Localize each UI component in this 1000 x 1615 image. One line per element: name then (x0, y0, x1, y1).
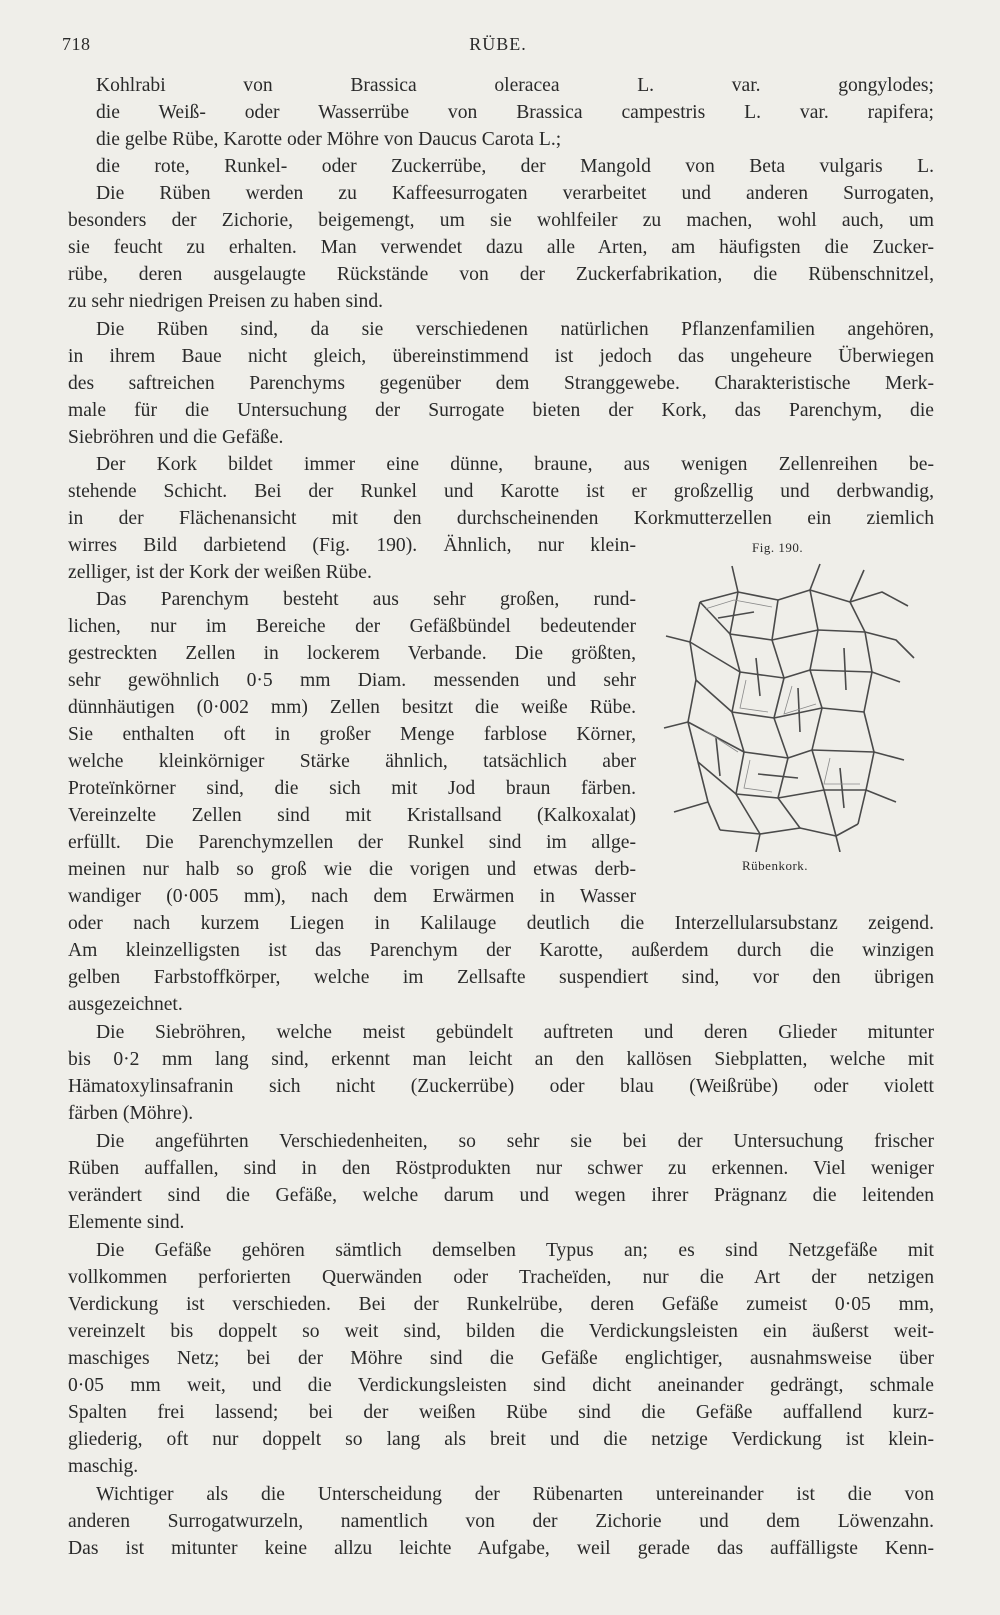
text-line: in der Flächenansicht mit den durchscheinenden Korkmutterzellen ein ziemlich (68, 508, 934, 529)
text-line: maschiges Netz; bei der Möhre sind die Gefäße englichtiger, ausnahmsweise über (68, 1348, 934, 1369)
text-line: vollkommen perforierten Querwänden oder Tracheïden, nur die Art der netzigen (68, 1267, 934, 1288)
text-line: Spalten frei lassend; bei der weißen Rübe sind die Gefäße auffallend kurz- (68, 1402, 934, 1423)
text-line: ausgezeichnet. (68, 994, 183, 1015)
text-line: besonders der Zichorie, beigemengt, um sie wohlfeiler zu machen, wohl auch, um (68, 210, 934, 231)
text-line: gestreckten Zellen in lockerem Verbande. Die größten, (68, 643, 636, 664)
text-line: Hämatoxylinsafranin sich nicht (Zuckerrübe) oder blau (Weißrübe) oder violett (68, 1076, 934, 1097)
text-line: Rüben auffallen, sind in den Röstprodukten nur schwer zu erkennen. Viel weniger (68, 1158, 934, 1179)
text-line: Der Kork bildet immer eine dünne, braune, aus wenigen Zellenreihen be- (96, 454, 934, 475)
text-line: sie feucht zu erhalten. Man verwendet dazu alle Arten, am häufigsten die Zucker- (68, 237, 934, 258)
text-line: wirres Bild darbietend (Fig. 190). Ähnlich, nur klein- (68, 535, 636, 556)
text-line: Die Rüben sind, da sie verschiedenen natürlichen Pflanzenfamilien angehören, (96, 319, 934, 340)
text-line: Die Gefäße gehören sämtlich demselben Typus an; es sind Netzgefäße mit (96, 1240, 934, 1261)
text-line: zu sehr niedrigen Preisen zu haben sind. (68, 291, 384, 312)
text-line: Das ist mitunter keine allzu leichte Aufgabe, weil gerade das auffälligste Kenn- (68, 1538, 934, 1559)
text-line: erfüllt. Die Parenchymzellen der Runkel sind im allge- (68, 832, 636, 853)
text-line: Wichtiger als die Unterscheidung der Rübenarten untereinander ist die von (96, 1484, 934, 1505)
text-line: anderen Surrogatwurzeln, namentlich von der Zichorie und dem Löwenzahn. (68, 1511, 934, 1532)
text-line: die gelbe Rübe, Karotte oder Möhre von Daucus Carota L.; (96, 129, 562, 150)
text-line: vereinzelt bis doppelt so weit sind, bilden die Verdickungsleisten ein äußerst weit- (68, 1321, 934, 1342)
text-line: sehr gewöhnlich 0·5 mm Diam. messenden und sehr (68, 670, 636, 691)
text-line: welche kleinkörniger Stärke ähnlich, tatsächlich aber (68, 751, 636, 772)
text-line: bis 0·2 mm lang sind, erkennt man leicht an den kallösen Siebplatten, welche mit (68, 1049, 934, 1070)
text-line: färben (Möhre). (68, 1103, 194, 1124)
text-line: Kohlrabi von Brassica oleracea L. var. gongylodes; (96, 75, 934, 96)
text-line: zelliger, ist der Kork der weißen Rübe. (68, 562, 372, 583)
text-line: meinen nur halb so groß wie die vorigen und etwas derb- (68, 859, 636, 880)
page-number: 718 (62, 34, 91, 54)
figure-label: Fig. 190. (752, 540, 804, 555)
text-line: maschig. (68, 1456, 139, 1477)
text-line: die rote, Runkel- oder Zuckerrübe, der Mangold von Beta vulgaris L. (96, 156, 934, 177)
running-head: RÜBE. (469, 34, 527, 54)
text-line: Proteïnkörner sind, die sich mit Jod braun färben. (68, 778, 636, 799)
text-line: lichen, nur im Bereiche der Gefäßbündel bedeutender (68, 616, 636, 637)
figure-caption: Rübenkork. (742, 858, 809, 873)
text-line: gliederig, oft nur doppelt so lang als breit und die netzige Verdickung ist klein- (68, 1429, 934, 1450)
text-line: oder nach kurzem Liegen in Kalilauge deutlich die Interzellularsubstanz zeigend. (68, 913, 934, 934)
text-line: Die Siebröhren, welche meist gebündelt auftreten und deren Glieder mitunter (96, 1022, 934, 1043)
text-line: Die angeführten Verschiedenheiten, so sehr sie bei der Untersuchung frischer (96, 1131, 934, 1152)
text-line: wandiger (0·005 mm), nach dem Erwärmen in Wasser (68, 886, 636, 907)
text-line: Siebröhren und die Gefäße. (68, 427, 284, 448)
text-line: 0·05 mm weit, und die Verdickungsleisten sind dicht aneinander gedrängt, schmale (68, 1375, 934, 1396)
text-line: Sie enthalten oft in großer Menge farblose Körner, (68, 724, 636, 745)
text-line: male für die Untersuchung der Surrogate bieten der Kork, das Parenchym, die (68, 400, 934, 421)
text-line: Verdickung ist verschieden. Bei der Runkelrübe, deren Gefäße zumeist 0·05 mm, (68, 1294, 934, 1315)
text-line: Elemente sind. (68, 1212, 185, 1233)
text-line: verändert sind die Gefäße, welche darum und wegen ihrer Prägnanz die leitenden (68, 1185, 934, 1206)
text-line: Die Rüben werden zu Kaffeesurrogaten verarbeitet und anderen Surrogaten, (96, 183, 934, 204)
text-line: die Weiß- oder Wasserrübe von Brassica campestris L. var. rapifera; (96, 102, 934, 123)
figure-190 (660, 540, 925, 880)
text-line: rübe, deren ausgelaugte Rückstände von der Zuckerfabrikation, die Rübenschnitzel, (68, 264, 934, 285)
text-line: des saftreichen Parenchyms gegenüber dem Stranggewebe. Charakteristische Merk- (68, 373, 934, 394)
text-line: Das Parenchym besteht aus sehr großen, rund- (96, 589, 636, 610)
text-line: dünnhäutigen (0·002 mm) Zellen besitzt die weiße Rübe. (68, 697, 636, 718)
cork-cell-illustration (660, 562, 920, 852)
text-line: Am kleinzelligsten ist das Parenchym der Karotte, außerdem durch die winzigen (68, 940, 934, 961)
text-line: gelben Farbstoffkörper, welche im Zellsafte suspendiert sind, vor den übrigen (68, 967, 934, 988)
text-line: Vereinzelte Zellen sind mit Kristallsand (Kalkoxalat) (68, 805, 636, 826)
text-line: in ihrem Baue nicht gleich, übereinstimmend ist jedoch das ungeheure Überwiegen (68, 346, 934, 367)
text-line: stehende Schicht. Bei der Runkel und Karotte ist er großzellig und derbwandig, (68, 481, 934, 502)
